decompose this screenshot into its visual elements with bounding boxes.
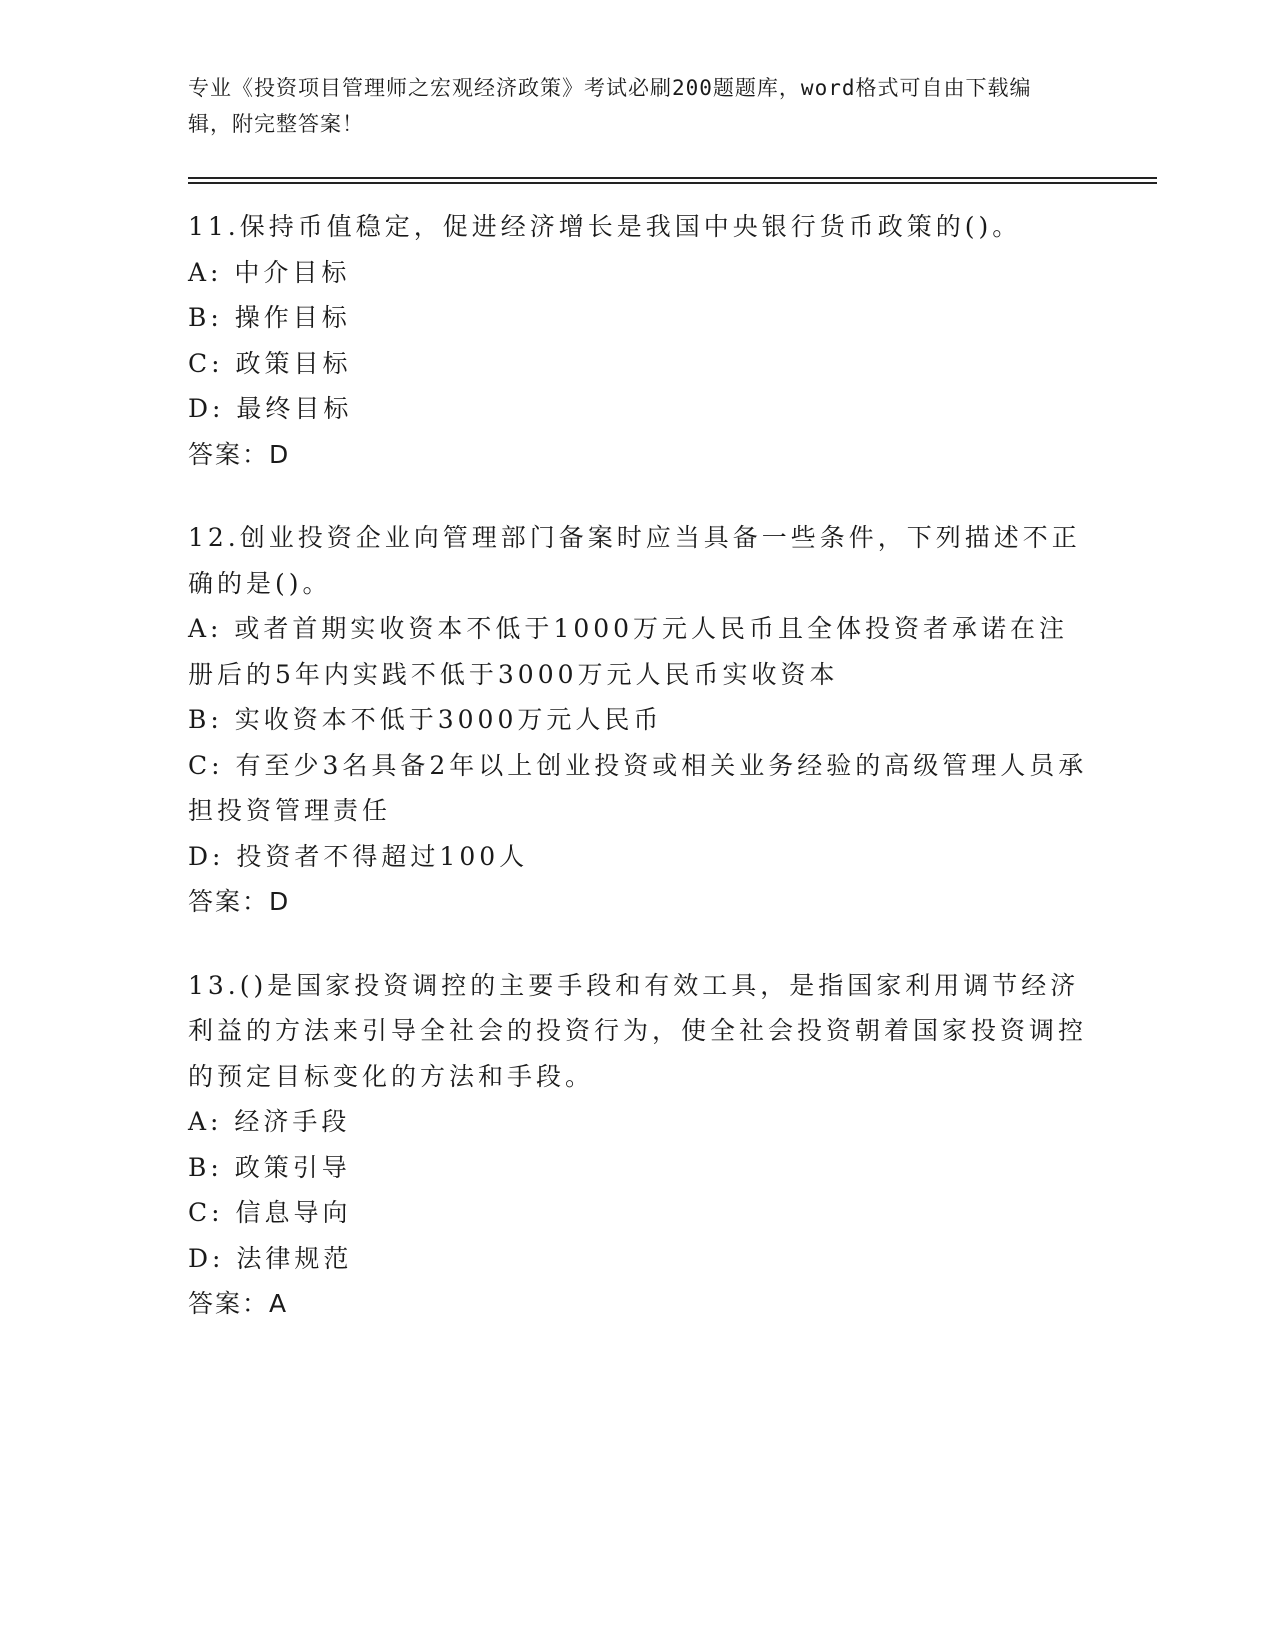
option-c: C: 政策目标: [188, 348, 352, 378]
answer-line: 答案：A: [188, 1289, 289, 1318]
option-a: A: 经济手段: [188, 1107, 351, 1136]
question-stem: 12.创业投资企业向管理部门备案时应当具备一些条件，下列描述不正确的是()。: [188, 523, 1081, 598]
option-a: A: 中介目标: [188, 257, 351, 287]
answer-line: 答案：D: [188, 887, 291, 916]
question-block-13: [188, 963, 1088, 1327]
option-c: C: 信息导向: [188, 1198, 352, 1227]
question-list: [188, 204, 1088, 1365]
header-divider-top: [188, 177, 1157, 179]
option-b: B: 政策引导: [188, 1152, 351, 1182]
option-a: A: 或者首期实收资本不低于1000万元人民币且全体投资者承诺在注册后的5年内实践不低于3000万元人民币实收资本: [188, 614, 1069, 689]
option-d: D: 最终目标: [188, 394, 353, 423]
option-d: D: 投资者不得超过100人: [188, 841, 529, 871]
option-b: B: 操作目标: [188, 303, 351, 332]
header-divider-bottom: [188, 182, 1157, 184]
question-stem: 11.保持币值稳定，促进经济增长是我国中央银行货币政策的()。: [188, 212, 1022, 241]
question-block-11: [188, 204, 1088, 477]
option-b: B: 实收资本不低于3000万元人民币: [188, 705, 663, 734]
option-d: D: 法律规范: [188, 1243, 353, 1273]
question-stem: 13.()是国家投资调控的主要手段和有效工具，是指国家利用调节经济利益的方法来引导全社会的投资行为，使全社会投资朝着国家投资调控的预定目标变化的方法和手段。: [188, 970, 1088, 1091]
document-header: 专业《投资项目管理师之宏观经济政策》考试必刷200题题库，word格式可自由下载编辑，附完整答案！: [188, 76, 1032, 136]
option-c: C: 有至少3名具备2年以上创业投资或相关业务经验的高级管理人员承担投资管理责任: [188, 750, 1088, 825]
question-block-12: [188, 515, 1088, 925]
answer-line: 答案：D: [188, 439, 291, 469]
